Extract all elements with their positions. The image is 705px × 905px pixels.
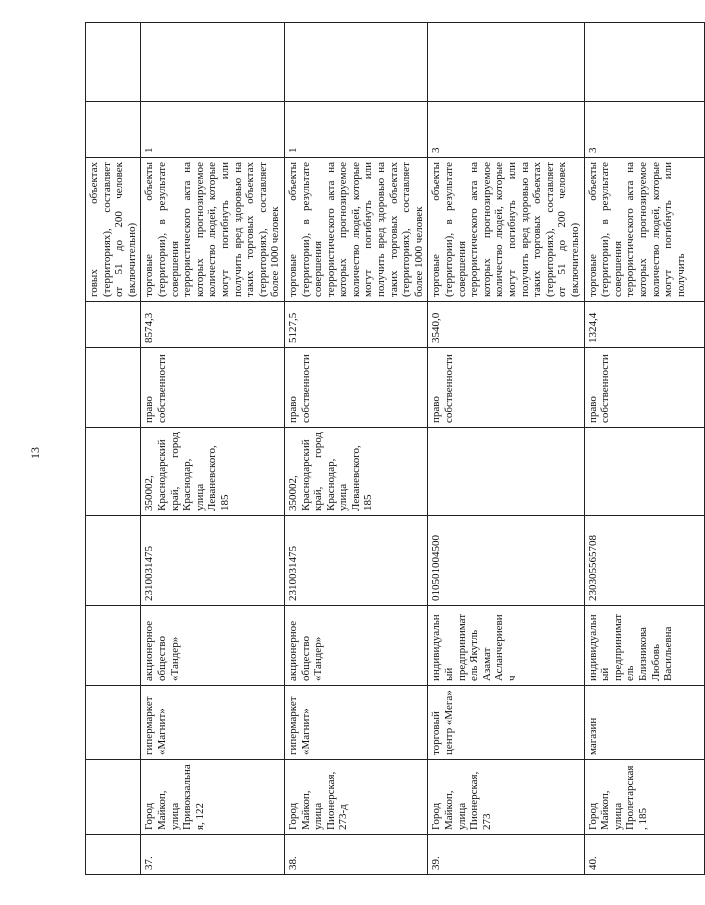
cell-owner: акционерное общество «Тандер»: [284, 606, 428, 686]
cell-address: Город Майкоп, улица Пионерская, 273: [428, 760, 584, 835]
cell-number: 40.: [584, 835, 704, 875]
cell-owner: акционерное общество «Тандер»: [141, 606, 285, 686]
cell-right: право собственности: [428, 348, 584, 428]
table-row: [141, 23, 285, 875]
cell-right: право собственности: [141, 348, 285, 428]
page-number: 13: [28, 447, 42, 459]
cell-owner-address: 350002, Краснодарский край, город Краснодар, улица Леваневского, 185: [284, 428, 428, 516]
cell-address: Город Майкоп, улица Пролетарская, 185: [584, 760, 704, 835]
cell-empty: [86, 302, 141, 348]
cell-description: торговые объекты (территории), в результате совершения террористического акта на которых прогнозируемое количество людей, которые могут погибнуть или получить: [584, 158, 704, 302]
cell-inn: 2310031475: [284, 516, 428, 606]
cell-empty: [86, 606, 141, 686]
cell-area: 5127,5: [284, 302, 428, 348]
cell-inn: 2310031475: [141, 516, 285, 606]
cell-area: 8574,3: [141, 302, 285, 348]
cell-object: магазин: [584, 686, 704, 760]
cell-description: торговые объекты (территории), в результате совершения террористического акта на которых прогнозируемое количество людей, которые могут погибнуть или получить вред здоровью на таких торговых объектах (территориях), составляет от 51 до 200 человек (включительно): [428, 158, 584, 302]
cell-empty: [86, 516, 141, 606]
cell-area: 3540,0: [428, 302, 584, 348]
cell-owner-address: [428, 428, 584, 516]
cell-description: говых объектах (территориях), составляет от 51 до 200 человек (включительно): [86, 158, 141, 302]
cell-empty: [86, 102, 141, 158]
cell-empty: [428, 23, 584, 102]
cell-right: право собственности: [584, 348, 704, 428]
cell-category: 1: [284, 102, 428, 158]
cell-number: 37.: [141, 835, 285, 875]
cell-owner-address: [584, 428, 704, 516]
cell-owner: индивидуальный предприниматель Якутль Азамат Асланчериевич: [428, 606, 584, 686]
cell-inn: 230305565708: [584, 516, 704, 606]
objects-table: [85, 22, 705, 875]
cell-description: торговые объекты (территории), в результате совершения террористического акта на которых прогнозируемое количество людей, которые могут погибнуть или получить вред здоровью на таких торговых объектах (территориях), составляет более 1000 человек: [284, 158, 428, 302]
cell-empty: [86, 686, 141, 760]
cell-number: 38.: [284, 835, 428, 875]
cell-right: право собственности: [284, 348, 428, 428]
table-row-top: [86, 23, 141, 875]
cell-empty: [86, 428, 141, 516]
table-row: [428, 23, 584, 875]
cell-empty: [86, 835, 141, 875]
cell-owner-address: 350002, Краснодарский край, город Краснодар, улица Леваневского, 185: [141, 428, 285, 516]
cell-empty: [584, 23, 704, 102]
cell-category: 3: [428, 102, 584, 158]
cell-description: торговые объекты (территории), в результате совершения террористического акта на которых прогнозируемое количество людей, которые могут погибнуть или получить вред здоровью на таких торговых объектах (территориях), составляет более 1000 человек: [141, 158, 285, 302]
table-row: [284, 23, 428, 875]
cell-object: гипермаркет «Магнит»: [284, 686, 428, 760]
cell-empty: [86, 348, 141, 428]
cell-empty: [284, 23, 428, 102]
cell-category: 1: [141, 102, 285, 158]
cell-number: 39.: [428, 835, 584, 875]
cell-empty: [141, 23, 285, 102]
cell-area: 1324,4: [584, 302, 704, 348]
rotated-table-container: [85, 23, 687, 875]
cell-address: Город Майкоп, улица Пионерская, 273-д: [284, 760, 428, 835]
table-row: [584, 23, 704, 875]
cell-empty: [86, 760, 141, 835]
cell-inn: 010501004500: [428, 516, 584, 606]
cell-empty: [86, 23, 141, 102]
cell-address: Город Майкоп, улица Привокзальная, 122: [141, 760, 285, 835]
cell-object: торговый центр «Мега»: [428, 686, 584, 760]
cell-owner: индивидуальный предприниматель Близникова Любовь Васильевна: [584, 606, 704, 686]
cell-object: гипермаркет «Магнит»: [141, 686, 285, 760]
cell-category: 3: [584, 102, 704, 158]
